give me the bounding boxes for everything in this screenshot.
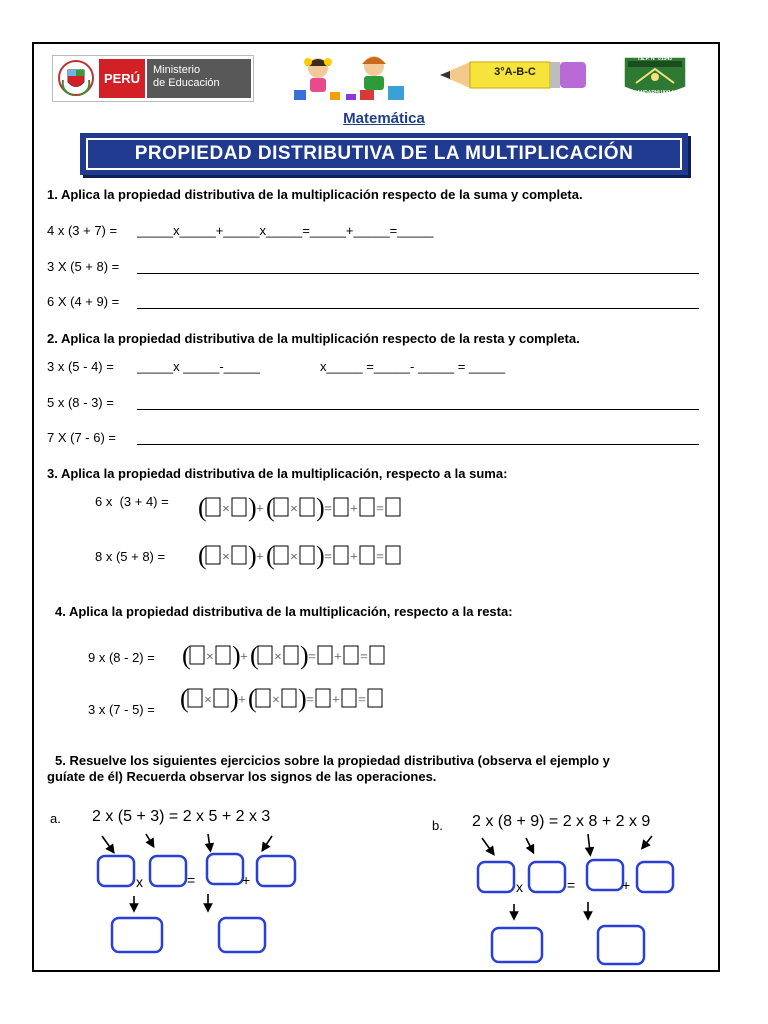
answer-box[interactable] [637, 862, 673, 892]
children-illustration [290, 52, 410, 102]
times-sign: × [222, 502, 230, 517]
equals-sign: = [187, 872, 196, 888]
close-paren: ) [248, 541, 257, 570]
blank-box[interactable] [368, 689, 382, 707]
blank-box[interactable] [334, 498, 348, 516]
open-paren: ( [248, 684, 257, 713]
q2-row3-answer-line[interactable] [137, 444, 699, 445]
q4-row1-label: 9 x (8 - 2) = [88, 650, 155, 665]
open-paren: ( [266, 541, 275, 570]
open-paren: ( [250, 641, 259, 670]
q3-row1-equation [196, 492, 441, 522]
equals-sign: = [308, 650, 316, 665]
equals-sign: = [360, 650, 368, 665]
blank-box[interactable] [256, 689, 270, 707]
page-title: PROPIEDAD DISTRIBUTIVA DE LA MULTIPLICACIÓN [86, 138, 682, 170]
q3-row2-equation [196, 540, 441, 570]
times-sign: × [274, 650, 282, 665]
plus-sign: + [256, 502, 264, 517]
q2-heading: 2. Aplica la propiedad distributiva de la multiplicación respecto de la resta y completa. [47, 331, 580, 346]
q5a-expression: 2 x (5 + 3) = 2 x 5 + 2 x 3 [92, 808, 271, 825]
q2-row2-answer-line[interactable] [137, 409, 699, 410]
peru-shield-icon [57, 58, 95, 99]
blank-box[interactable] [318, 646, 332, 664]
arrow-icon [526, 838, 532, 850]
arrow-icon [102, 836, 112, 850]
answer-box[interactable] [587, 860, 623, 890]
arrow-icon [208, 834, 210, 848]
equals-sign: = [376, 502, 384, 517]
q1-row1-blanks: _____x_____+_____x_____=_____+_____=_____ [137, 223, 434, 238]
answer-box[interactable] [207, 854, 243, 884]
plus-sign: + [240, 650, 248, 665]
equals-sign: = [358, 693, 366, 708]
q4-heading: 4. Aplica la propiedad distributiva de la multiplicación, respecto a la resta: [55, 604, 513, 619]
close-paren: ) [316, 493, 325, 522]
peru-label: PERÚ [99, 59, 145, 98]
times-sign: x [136, 874, 143, 890]
grade-label: 3°A-B-C [494, 66, 536, 78]
result-box[interactable] [112, 918, 162, 952]
q5b-expression: 2 x (8 + 9) = 2 x 8 + 2 x 9 [472, 813, 651, 830]
answer-box[interactable] [529, 862, 565, 892]
equals-sign: = [324, 550, 332, 565]
ministry-name [147, 59, 251, 98]
blank-box[interactable] [214, 689, 228, 707]
blank-box[interactable] [360, 546, 374, 564]
result-box[interactable] [492, 928, 542, 962]
answer-box[interactable] [478, 862, 514, 892]
q1-row3-answer-line[interactable] [137, 308, 699, 309]
q4-row1-equation [180, 640, 425, 670]
open-paren: ( [180, 684, 189, 713]
q1-row1-label: 4 x (3 + 7) = [47, 223, 118, 238]
q1-heading: 1. Aplica la propiedad distributiva de la multiplicación respecto de la suma y completa. [47, 187, 583, 202]
q5-heading-line2: guíate de él) Recuerda observar los signos de las operaciones. [47, 769, 437, 784]
arrow-icon [264, 836, 272, 848]
ministry-line-1: Ministerio [153, 64, 201, 76]
blank-box[interactable] [386, 546, 400, 564]
blank-box[interactable] [334, 546, 348, 564]
close-paren: ) [298, 684, 307, 713]
q3-row1-label: 6 x (3 + 4) = [95, 494, 169, 509]
close-paren: ) [232, 641, 241, 670]
answer-box[interactable] [257, 856, 295, 886]
times-sign: × [290, 502, 298, 517]
q3-heading: 3. Aplica la propiedad distributiva de la multiplicación, respecto a la suma: [47, 466, 508, 481]
arrow-icon [588, 834, 590, 852]
q5a-label: a. [50, 811, 61, 826]
result-box[interactable] [219, 918, 265, 952]
plus-sign: + [242, 872, 251, 888]
blank-box[interactable] [190, 646, 204, 664]
q5-heading-line1: 5. Resuelve los siguientes ejercicios sobre la propiedad distributiva (observa el ejemplo y [55, 753, 610, 768]
equals-sign: = [567, 877, 576, 893]
subject-title: Matemática [343, 110, 425, 127]
plus-sign: + [256, 550, 264, 565]
blank-box[interactable] [300, 498, 314, 516]
blank-box[interactable] [344, 646, 358, 664]
blank-box[interactable] [206, 546, 220, 564]
answer-box[interactable] [98, 856, 134, 886]
arrow-icon [482, 838, 492, 852]
equals-sign: = [324, 502, 332, 517]
blank-box[interactable] [188, 689, 202, 707]
plus-sign: + [334, 650, 342, 665]
times-sign: × [222, 550, 230, 565]
times-sign: × [272, 693, 280, 708]
blank-box[interactable] [300, 546, 314, 564]
blank-box[interactable] [342, 689, 356, 707]
times-sign: × [204, 693, 212, 708]
ministry-line-2: de Educación [153, 77, 220, 89]
open-paren: ( [198, 541, 207, 570]
q2-row1-blanks-a: _____x _____-_____ [137, 359, 260, 374]
result-box[interactable] [598, 926, 644, 964]
open-paren: ( [198, 493, 207, 522]
times-sign: × [290, 550, 298, 565]
blank-box[interactable] [258, 646, 272, 664]
q5a-diagram [80, 830, 320, 960]
blank-box[interactable] [316, 689, 330, 707]
close-paren: ) [316, 541, 325, 570]
blank-box[interactable] [274, 546, 288, 564]
q2-row1-blanks-b: x_____ =_____- _____ = _____ [320, 359, 506, 374]
plus-sign: + [350, 502, 358, 517]
school-badge-bottom: ANDARHUAYLI [636, 90, 674, 96]
open-paren: ( [266, 493, 275, 522]
blank-box[interactable] [282, 689, 296, 707]
q2-row1-label: 3 x (5 - 4) = [47, 359, 114, 374]
q1-row2-label: 3 X (5 + 8) = [47, 259, 120, 274]
open-paren: ( [182, 641, 191, 670]
title-banner [80, 133, 688, 175]
q4-row2-label: 3 x (7 - 5) = [88, 702, 155, 717]
equals-sign: = [376, 550, 384, 565]
q1-row3-label: 6 X (4 + 9) = [47, 294, 120, 309]
close-paren: ) [230, 684, 239, 713]
equals-sign: = [306, 693, 314, 708]
q1-row2-answer-line[interactable] [137, 273, 699, 274]
q4-row2-equation [178, 683, 423, 713]
plus-sign: + [332, 693, 340, 708]
ministry-logo [52, 55, 254, 102]
times-sign: × [206, 650, 214, 665]
q5b-label: b. [432, 818, 443, 833]
plus-sign: + [350, 550, 358, 565]
blank-box[interactable] [386, 498, 400, 516]
school-badge-text: I.E.P. N° 01543 [638, 56, 672, 62]
blank-box[interactable] [206, 498, 220, 516]
q2-row2-label: 5 x (8 - 3) = [47, 395, 114, 410]
q5b-diagram [460, 832, 700, 970]
times-sign: x [516, 879, 523, 895]
plus-sign: + [622, 877, 631, 893]
blank-box[interactable] [284, 646, 298, 664]
q2-row3-label: 7 X (7 - 6) = [47, 430, 116, 445]
close-paren: ) [300, 641, 309, 670]
q3-row2-label: 8 x (5 + 8) = [95, 549, 166, 564]
blank-box[interactable] [370, 646, 384, 664]
answer-box[interactable] [150, 856, 186, 886]
blank-box[interactable] [274, 498, 288, 516]
arrow-icon [644, 836, 652, 846]
plus-sign: + [238, 693, 246, 708]
blank-box[interactable] [216, 646, 230, 664]
blank-box[interactable] [360, 498, 374, 516]
blank-box[interactable] [232, 498, 246, 516]
blank-box[interactable] [232, 546, 246, 564]
arrow-icon [146, 834, 152, 844]
close-paren: ) [248, 493, 257, 522]
